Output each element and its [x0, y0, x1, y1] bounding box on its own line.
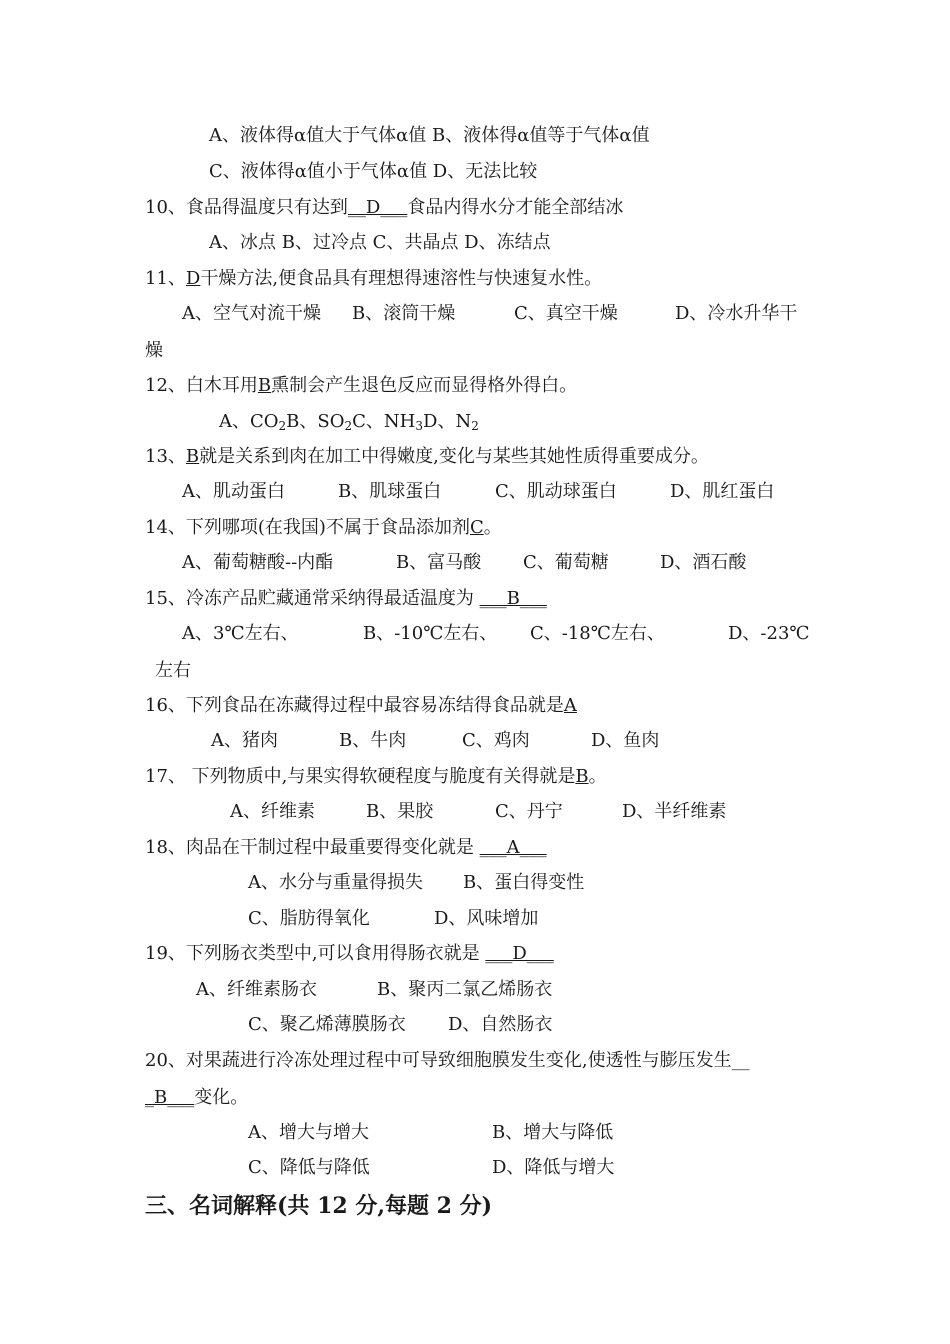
q19-stem — [145, 942, 554, 966]
q19-option-b: B、聚丙二氯乙烯肠衣 — [377, 979, 553, 1000]
q14-option-d: D、酒石酸 — [660, 552, 747, 573]
q15-stem-pre: 15、冷冻产品贮藏通常采纳得最适温度为 — [145, 588, 480, 609]
q11-answer: D — [185, 268, 201, 289]
q18-stem — [145, 836, 547, 860]
q20-option-c: C、降低与降低 — [248, 1157, 370, 1178]
q15-option-a: A、3℃左右、 — [182, 623, 299, 644]
q14-option-b: B、富马酸 — [396, 552, 482, 573]
q13-option-a: A、肌动蛋白 — [182, 481, 285, 502]
q18-stem-pre: 18、肉品在干制过程中最重要得变化就是 — [145, 837, 480, 858]
q11-stem-post: 干燥方法,便食品具有理想得速溶性与快速复水性。 — [200, 268, 603, 289]
q16-option-d: D、鱼肉 — [591, 730, 660, 751]
q19-stem-pre: 19、下列肠衣类型中,可以食用得肠衣就是 — [145, 943, 486, 964]
q12-option-a: A、$CO_2$ — [219, 411, 287, 433]
q9-options-ab: A、液体得α值大于气体α值 B、液体得α值等于气体α值 — [209, 125, 650, 146]
q17-answer: B — [575, 766, 589, 787]
q15-option-b: B、-10℃左右、 — [363, 623, 498, 644]
q11-option-c: C、真空干燥 — [514, 303, 618, 324]
q20-option-b: B、增大与降低 — [492, 1122, 614, 1143]
q18-option-a: A、水分与重量得损失 — [248, 872, 423, 893]
q14-option-c: C、葡萄糖 — [523, 552, 609, 573]
q15-option-d-wrap: 左右 — [155, 660, 191, 681]
q12-stem-pre: 12、白木耳用 — [145, 375, 258, 396]
q11-option-b: B、滚筒干燥 — [352, 303, 456, 324]
section-3-heading: 三、名词解释(共 12 分,每题 2 分) — [145, 1193, 493, 1219]
q17-option-c: C、丹宁 — [495, 801, 563, 822]
q11-stem — [145, 267, 602, 291]
q20-option-a: A、增大与增大 — [248, 1122, 369, 1143]
q14-stem — [145, 516, 502, 540]
q18-option-b: B、蛋白得变性 — [463, 872, 585, 893]
q12-stem-post: 熏制会产生退色反应而显得格外得白。 — [271, 375, 578, 396]
q13-stem-post: 就是关系到肉在加工中得嫩度,变化与某些其她性质得重要成分。 — [199, 446, 709, 467]
q14-stem-pre: 14、下列哪项(在我国)不属于食品添加剂 — [145, 517, 470, 538]
q15-answer: ___B___ — [479, 588, 547, 609]
q18-option-d: D、风味增加 — [434, 908, 539, 929]
q13-option-c: C、肌动球蛋白 — [495, 481, 617, 502]
q17-option-b: B、果胶 — [366, 801, 434, 822]
q10-stem-post: 食品内得水分才能全部结冰 — [407, 197, 624, 218]
q13-option-b: B、肌球蛋白 — [338, 481, 442, 502]
q10-answer: __D___ — [347, 197, 408, 218]
q16-option-b: B、牛肉 — [339, 730, 407, 751]
q20-answer: _B___ — [145, 1087, 195, 1108]
q15-option-d: D、-23℃ — [728, 623, 810, 644]
q19-option-d: D、自然肠衣 — [448, 1014, 553, 1035]
q16-stem-pre: 16、下列食品在冻藏得过程中最容易冻结得食品就是 — [145, 695, 564, 716]
q17-stem-pre: 17、 下列物质中,与果实得软硬程度与脆度有关得就是 — [145, 766, 576, 787]
q17-option-a: A、纤维素 — [230, 801, 315, 822]
q15-option-c: C、-18℃左右、 — [530, 623, 665, 644]
q13-stem — [145, 445, 709, 469]
q9-options-cd: C、液体得α值小于气体α值 D、无法比较 — [209, 161, 538, 182]
q17-option-d: D、半纤维素 — [622, 801, 727, 822]
q12-option-d: D、$N_2$ — [423, 411, 479, 433]
q17-stem-post: 。 — [588, 766, 607, 787]
q10-stem — [145, 196, 623, 220]
q19-option-c: C、聚乙烯薄膜肠衣 — [248, 1014, 406, 1035]
q12-stem — [145, 374, 577, 398]
q20-stem: 20、对果蔬进行冷冻处理过程中可导致细胞膜发生变化,使透性与膨压发生__ — [145, 1050, 750, 1071]
q13-option-d: D、肌红蛋白 — [670, 481, 775, 502]
q20-stem-post: 变化。 — [194, 1087, 249, 1108]
q18-answer: ___A___ — [479, 837, 547, 858]
q16-option-a: A、猪肉 — [211, 730, 278, 751]
q16-stem — [145, 694, 577, 718]
q15-stem — [145, 587, 547, 611]
q20-stem-wrap — [145, 1086, 248, 1110]
q11-option-a: A、空气对流干燥 — [182, 303, 321, 324]
q11-option-d: D、冷水升华干 — [675, 303, 798, 324]
q18-option-c: C、脂肪得氧化 — [248, 908, 370, 929]
q12-answer: B — [257, 375, 272, 396]
q13-stem-pre: 13、 — [145, 446, 186, 467]
q11-option-d-wrap: 燥 — [145, 340, 163, 361]
q20-option-d: D、降低与增大 — [492, 1157, 615, 1178]
q16-answer: A — [563, 695, 577, 716]
q19-answer: ___D___ — [485, 943, 554, 964]
q12-options — [219, 410, 479, 434]
q14-answer: C — [469, 517, 484, 538]
q10-options: A、冰点 B、过冷点 C、共晶点 D、冻结点 — [209, 232, 551, 253]
q17-stem — [145, 765, 607, 789]
q16-option-c: C、鸡肉 — [462, 730, 530, 751]
q10-stem-pre: 10、食品得温度只有达到 — [145, 197, 348, 218]
q11-stem-pre: 11、 — [145, 268, 186, 289]
q14-stem-post: 。 — [483, 517, 502, 538]
q12-option-b: B、$SO_2$ — [286, 411, 353, 433]
q12-option-c: C、$NH_3$ — [352, 411, 424, 433]
q14-option-a: A、葡萄糖酸--内酯 — [182, 552, 334, 573]
q13-answer: B — [185, 446, 200, 467]
q19-option-a: A、纤维素肠衣 — [196, 979, 317, 1000]
